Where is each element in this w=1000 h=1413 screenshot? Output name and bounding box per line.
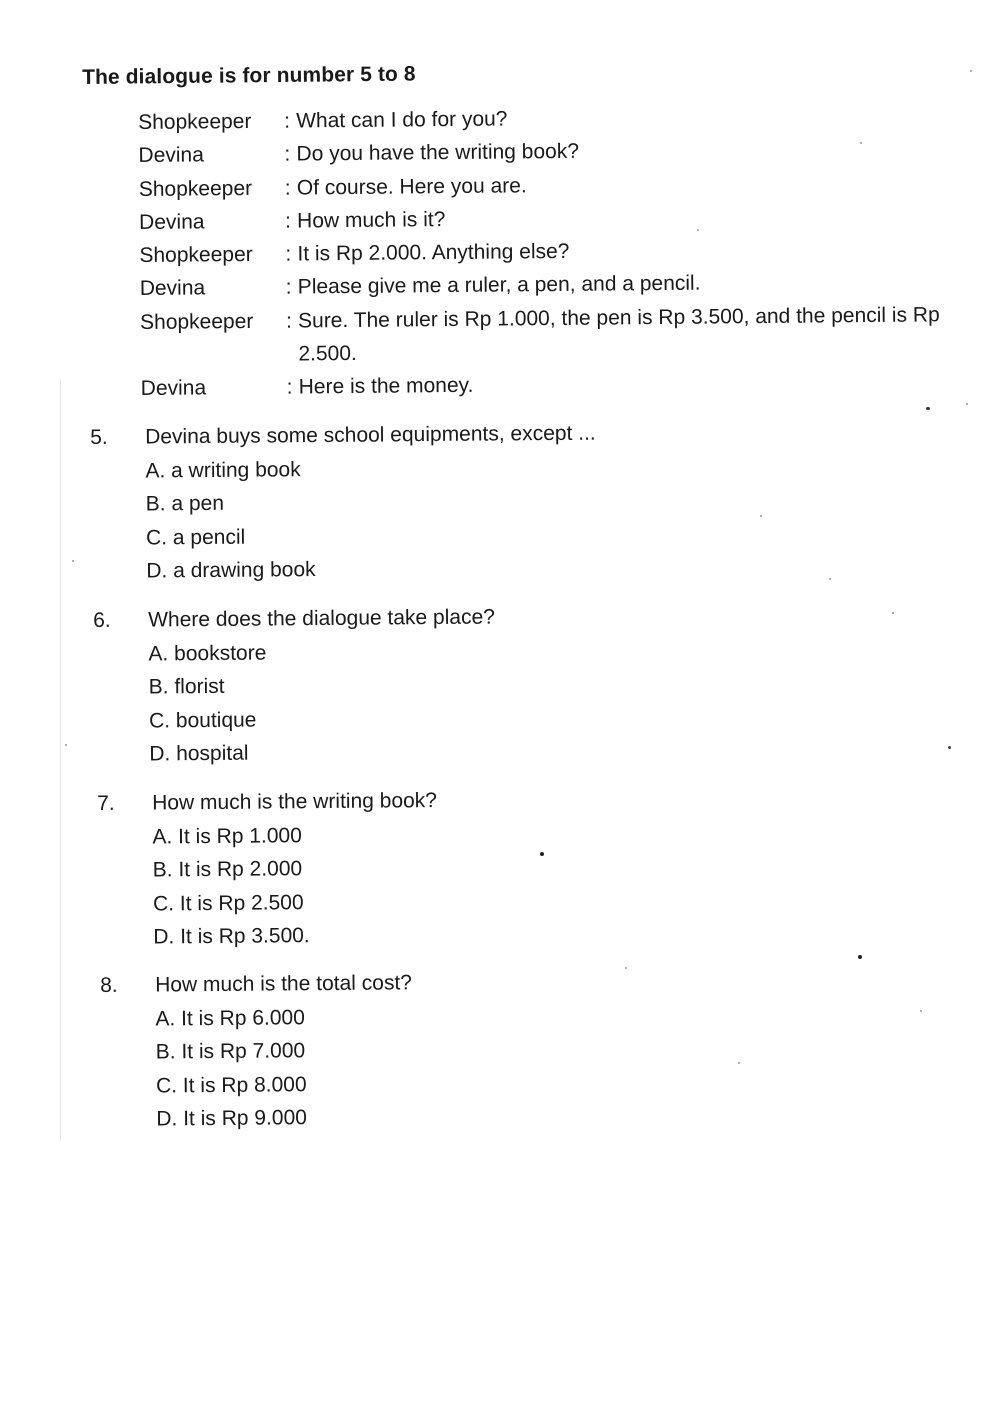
option-d: D. a drawing book bbox=[146, 558, 316, 583]
option-c: C. boutique bbox=[148, 708, 257, 733]
option-a: A. a writing book bbox=[145, 457, 301, 483]
option-c: C. It is Rp 2.500 bbox=[152, 890, 304, 916]
option-d: D. It is Rp 3.500. bbox=[153, 924, 310, 949]
colon-separator: : bbox=[284, 176, 291, 200]
colon-separator: : bbox=[285, 276, 292, 300]
colon-separator: : bbox=[285, 209, 292, 233]
question-row bbox=[100, 962, 920, 1003]
question-text: Where does the dialogue take place? bbox=[148, 605, 495, 632]
utterance: Do you have the writing book? bbox=[296, 140, 580, 166]
question-7 bbox=[97, 780, 918, 955]
question-row bbox=[93, 597, 913, 638]
colon-separator: : bbox=[284, 142, 291, 166]
dialogue-line bbox=[140, 298, 971, 373]
question-text: How much is the writing book? bbox=[152, 789, 438, 815]
dialogue-block bbox=[138, 98, 971, 406]
question-number: 5. bbox=[90, 425, 108, 449]
question-number: 8. bbox=[100, 973, 118, 997]
utterance: It is Rp 2.000. Anything else? bbox=[297, 240, 570, 266]
speaker-name: Devina bbox=[139, 276, 206, 301]
option-b: B. It is Rp 7.000 bbox=[155, 1039, 306, 1064]
speaker-name: Shopkeeper bbox=[139, 309, 254, 334]
colon-separator: : bbox=[284, 109, 291, 133]
option-a: A. It is Rp 1.000 bbox=[152, 823, 302, 849]
colon-separator: : bbox=[285, 309, 293, 333]
question-5 bbox=[90, 414, 911, 589]
speaker-name: Devina bbox=[140, 376, 207, 401]
utterance: What can I do for you? bbox=[296, 107, 508, 133]
speaker-name: Shopkeeper bbox=[138, 109, 252, 134]
question-row bbox=[90, 414, 910, 455]
dialogue-line bbox=[141, 364, 971, 405]
scan-edge-shadow bbox=[60, 380, 61, 1140]
colon-separator: : bbox=[286, 375, 293, 399]
speaker-name: Devina bbox=[139, 210, 205, 234]
speaker-name: Shopkeeper bbox=[138, 176, 253, 201]
dialogue-heading: The dialogue is for number 5 to 8 bbox=[82, 62, 416, 89]
question-number: 6. bbox=[93, 608, 111, 632]
speaker-name: Shopkeeper bbox=[139, 243, 253, 268]
colon-separator: : bbox=[285, 242, 292, 266]
utterance: Sure. The ruler is Rp 1.000, the pen is Rp 3.500, and the pencil is Rp 2.500. bbox=[297, 303, 940, 366]
option-a: A. It is Rp 6.000 bbox=[155, 1005, 305, 1031]
utterance: Of course. Here you are. bbox=[296, 173, 527, 200]
option-b: B. It is Rp 2.000 bbox=[152, 857, 303, 882]
question-8 bbox=[100, 962, 921, 1137]
option-c: C. It is Rp 8.000 bbox=[155, 1072, 307, 1098]
option-b: B. a pen bbox=[145, 491, 225, 516]
option-b: B. florist bbox=[148, 674, 225, 699]
option-a: A. bookstore bbox=[148, 640, 267, 666]
utterance: Please give me a ruler, a pen, and a pencil. bbox=[297, 272, 701, 299]
utterance: Here is the money. bbox=[298, 374, 474, 399]
question-text: How much is the total cost? bbox=[155, 971, 413, 997]
option-d: D. hospital bbox=[149, 741, 249, 766]
question-number: 7. bbox=[97, 791, 115, 815]
question-text: Devina buys some school equipments, except ... bbox=[145, 421, 596, 449]
utterance: How much is it? bbox=[296, 207, 446, 233]
option-d: D. It is Rp 9.000 bbox=[156, 1106, 307, 1131]
speaker-name: Devina bbox=[138, 143, 204, 168]
option-c: C. a pencil bbox=[145, 525, 246, 550]
question-6 bbox=[93, 597, 914, 772]
question-row bbox=[97, 780, 917, 821]
